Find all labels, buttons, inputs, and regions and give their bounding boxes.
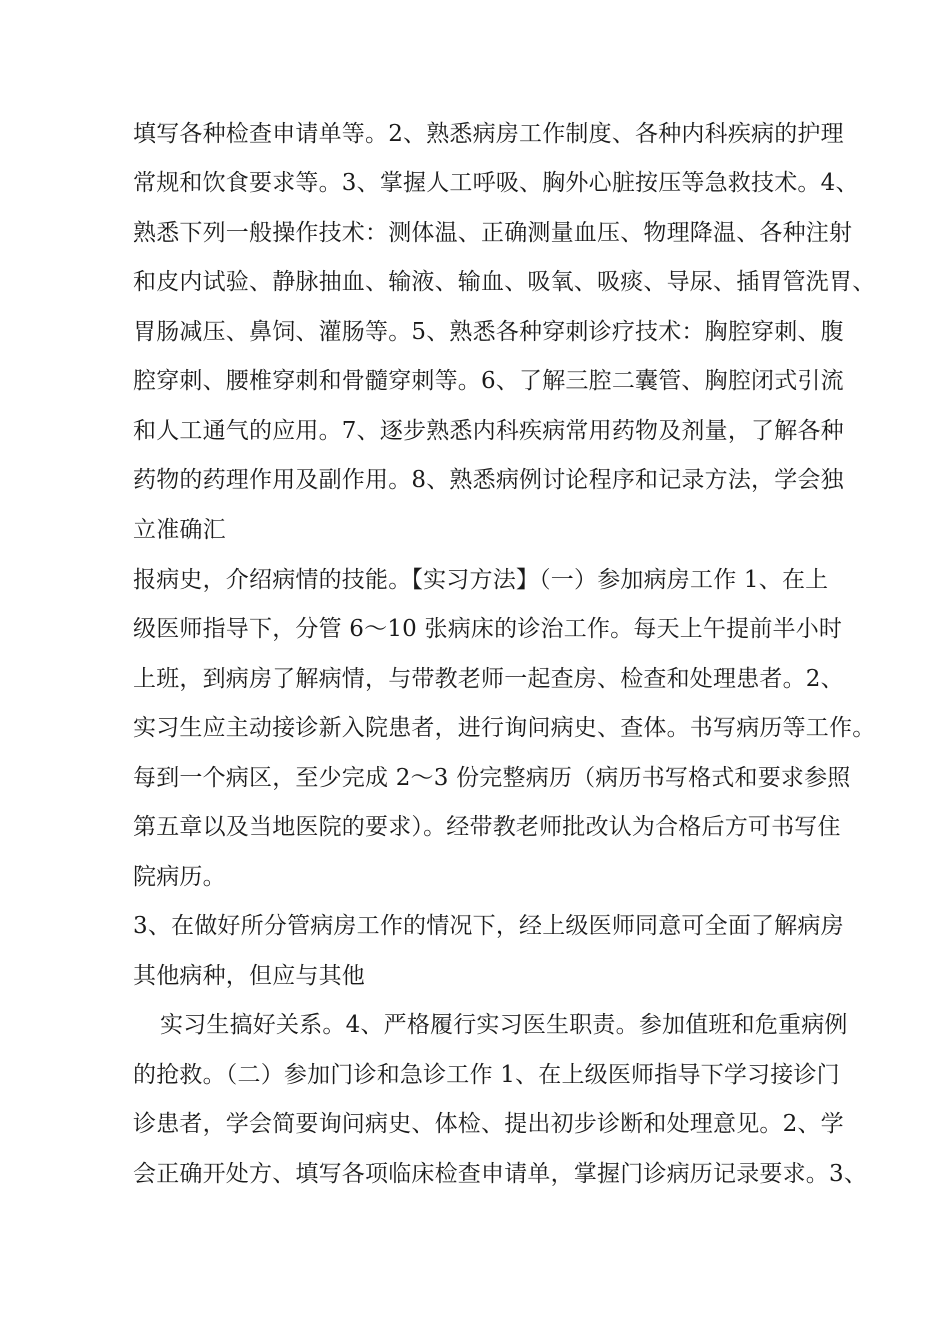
text-line: 诊患者，学会简要询问病史、体检、提出初步诊断和处理意见。2、学 [133,1111,844,1137]
text-line: 报病史，介绍病情的技能。【实习方法】（一）参加病房工作 1、在上 [133,567,829,593]
text-line: 其他病种，但应与其他 [133,963,365,989]
text-line: 每到一个病区，至少完成 2～3 份完整病历（病历书写格式和要求参照 [133,765,851,791]
text-line: 3、在做好所分管病房工作的情况下，经上级医师同意可全面了解病房 [133,913,844,939]
text-line: 上班，到病房了解病情，与带教老师一起查房、检查和处理患者。2、 [133,666,844,692]
text-line: 和人工通气的应用。7、逐步熟悉内科疾病常用药物及剂量，了解各种 [133,418,844,444]
text-line: 实习生应主动接诊新入院患者，进行询问病史、查体。书写病历等工作。 [133,715,876,741]
text-line: 常规和饮食要求等。3、掌握人工呼吸、胸外心脏按压等急救技术。4、 [133,170,859,196]
text-line: 的抢救。（二）参加门诊和急诊工作 1、在上级医师指导下学习接诊门 [133,1062,840,1088]
text-line: 胃肠减压、鼻饲、灌肠等。5、熟悉各种穿刺诊疗技术：胸腔穿刺、腹 [133,319,844,345]
text-line: 填写各种检查申请单等。2、熟悉病房工作制度、各种内科疾病的护理 [133,121,844,147]
text-line: 会正确开处方、填写各项临床检查申请单，掌握门诊病历记录要求。3、 [133,1161,868,1187]
text-line: 药物的药理作用及副作用。8、熟悉病例讨论程序和记录方法，学会独 [133,467,844,493]
text-line: 立准确汇 [133,517,226,543]
text-line: 院病历。 [133,864,226,890]
text-line: 第五章以及当地医院的要求）。经带教老师批改认为合格后方可书写住 [133,814,841,840]
text-line: 实习生搞好关系。4、严格履行实习医生职责。参加值班和危重病例 [160,1012,848,1038]
text-line: 熟悉下列一般操作技术：测体温、正确测量血压、物理降温、各种注射 [133,220,853,246]
text-line: 级医师指导下，分管 6～10 张病床的诊治工作。每天上午提前半小时 [133,616,843,642]
text-line: 腔穿刺、腰椎穿刺和骨髓穿刺等。6、了解三腔二囊管、胸腔闭式引流 [133,368,844,394]
text-line: 和皮内试验、静脉抽血、输液、输血、吸氧、吸痰、导尿、插胃管洗胃、 [133,269,876,295]
